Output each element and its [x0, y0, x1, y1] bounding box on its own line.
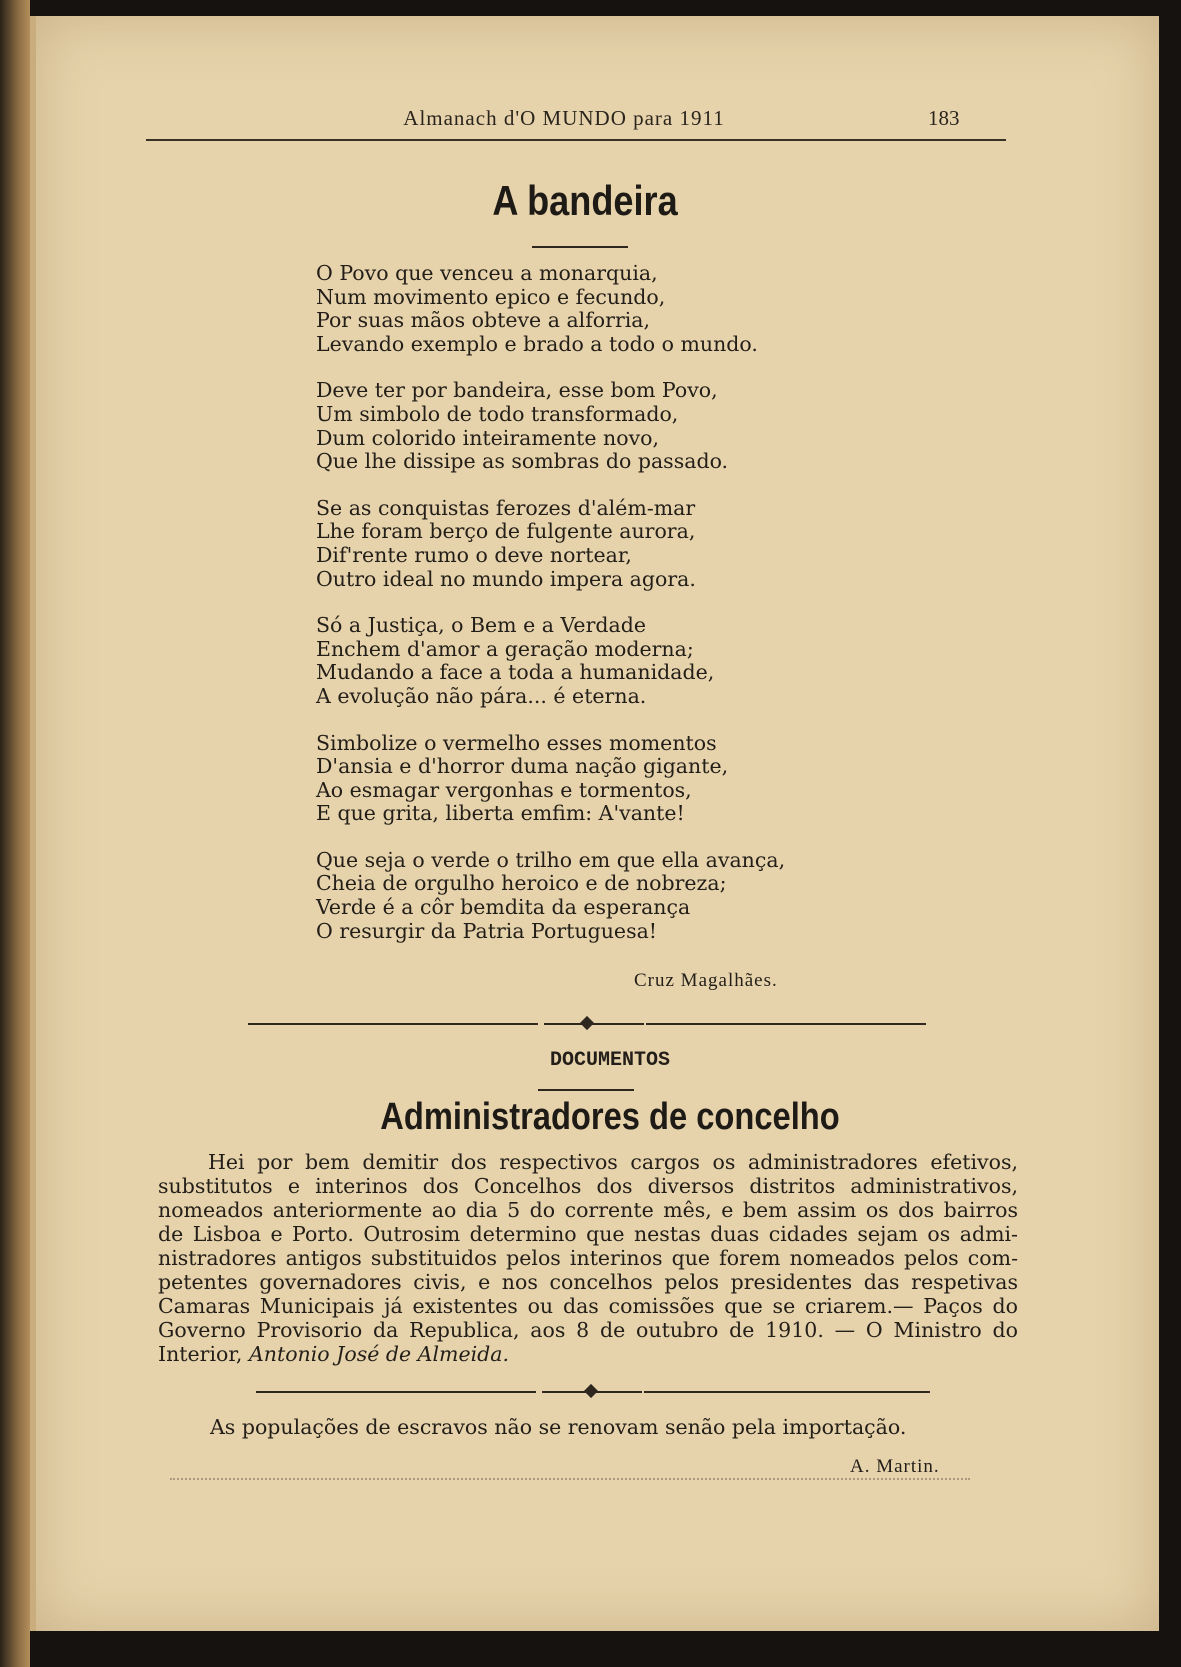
document-line: nomeados anteriormente ao dia 5 do corrente mês, e bem assim os dos bairros [158, 1198, 1018, 1222]
poem-line: Só a Justiça, o Bem e a Verdade [316, 613, 646, 638]
document-line: nistradores antigos substituidos pelos interinos que forem nomeados pelos com- [158, 1246, 1018, 1270]
document-line: petentes governadores civis, e nos concelhos pelos presidentes das respetivas [158, 1270, 1018, 1294]
poem-line: A evolução não pára... é eterna. [316, 683, 647, 708]
ornament-rule-left [248, 1023, 538, 1025]
poem-line: Num movimento epico e fecundo, [316, 284, 666, 309]
poem-line: Lhe foram berço de fulgente aurora, [316, 519, 696, 544]
poem-title: A bandeira [492, 177, 678, 224]
stanza [316, 732, 856, 826]
document-line: Camaras Municipais já existentes ou das comissões que se criarem.— Paços do [158, 1294, 1018, 1318]
poem-line: Outro ideal no mundo impera agora. [316, 566, 696, 591]
poem-line: Cheia de orgulho heroico e de nobreza; [316, 871, 727, 896]
stanza [316, 379, 856, 473]
quote-text: As populações de escravos não se renovam senão pela importação. [210, 1415, 907, 1439]
poem-line: Deve ter por bandeira, esse bom Povo, [316, 378, 718, 403]
document-line-prefix: Interior, [158, 1342, 249, 1366]
poem-line: Dif'rente rumo o deve nortear, [316, 542, 632, 567]
title-rule [532, 246, 628, 248]
poem-line: Verde é a côr bemdita da esperança [316, 895, 691, 920]
poem-line: E que grita, liberta emfim: A'vante! [316, 801, 685, 826]
document-line: substitutos e interinos dos Concelhos dos diversos distritos administrativos, [158, 1174, 1018, 1198]
document-title: Administradores de concelho [380, 1096, 840, 1138]
poem-line: Por suas mãos obteve a alforria, [316, 308, 651, 333]
poem-line: Levando exemplo e brado a todo o mundo. [316, 331, 758, 356]
bottom-ornament [170, 1478, 970, 1482]
running-title: Almanach d'O MUNDO para 1911 [403, 106, 725, 130]
section-rule [538, 1089, 634, 1091]
poem-line: Simbolize o vermelho esses momentos [316, 730, 717, 755]
poem-body [316, 262, 856, 966]
stanza [316, 497, 856, 591]
document-line: Hei por bem demitir dos respectivos cargos os administradores efetivos, [208, 1150, 1018, 1174]
poem-author: Cruz Magalhães. [634, 970, 778, 991]
quote-author: A. Martin. [850, 1456, 940, 1477]
poem-line: Ao esmagar vergonhas e tormentos, [316, 777, 692, 802]
section-label: DOCUMENTOS [549, 1049, 671, 1072]
ornament-rule-right [646, 1023, 926, 1025]
document-body [158, 1150, 1018, 1366]
poem-line: D'ansia e d'horror duma nação gigante, [316, 754, 729, 779]
ornament-rule-right-2 [644, 1391, 930, 1393]
poem-line: O Povo que venceu a monarquia, [316, 261, 658, 285]
minister-signature: Antonio José de Almeida. [248, 1342, 510, 1366]
poem-line: O resurgir da Patria Portuguesa! [316, 918, 658, 943]
ornament-rule-left-2 [256, 1391, 536, 1393]
document-line-signature [158, 1342, 1018, 1366]
poem-line: Um simbolo de todo transformado, [316, 401, 679, 426]
stanza [316, 849, 856, 943]
poem-line: Mudando a face a toda a humanidade, [316, 660, 715, 685]
poem-line: Enchem d'amor a geração moderna; [316, 636, 694, 661]
page-number: 183 [928, 106, 960, 130]
stanza [316, 262, 856, 356]
poem-line: Se as conquistas ferozes d'além-mar [316, 495, 696, 520]
header-rule [146, 139, 1006, 141]
poem-line: Dum colorido inteiramente novo, [316, 425, 660, 450]
ornament-rule-center [544, 1023, 644, 1025]
document-line: Governo Provisorio da Republica, aos 8 de outubro de 1910. — O Ministro do [158, 1318, 1018, 1342]
stanza [316, 614, 856, 708]
poem-line: Que lhe dissipe as sombras do passado. [316, 449, 729, 474]
poem-line: Que seja o verde o trilho em que ella avança, [316, 847, 786, 872]
document-line: de Lisboa e Porto. Outrosim determino que nestas duas cidades sejam os admi- [158, 1222, 1018, 1246]
book-spine [0, 0, 30, 1667]
